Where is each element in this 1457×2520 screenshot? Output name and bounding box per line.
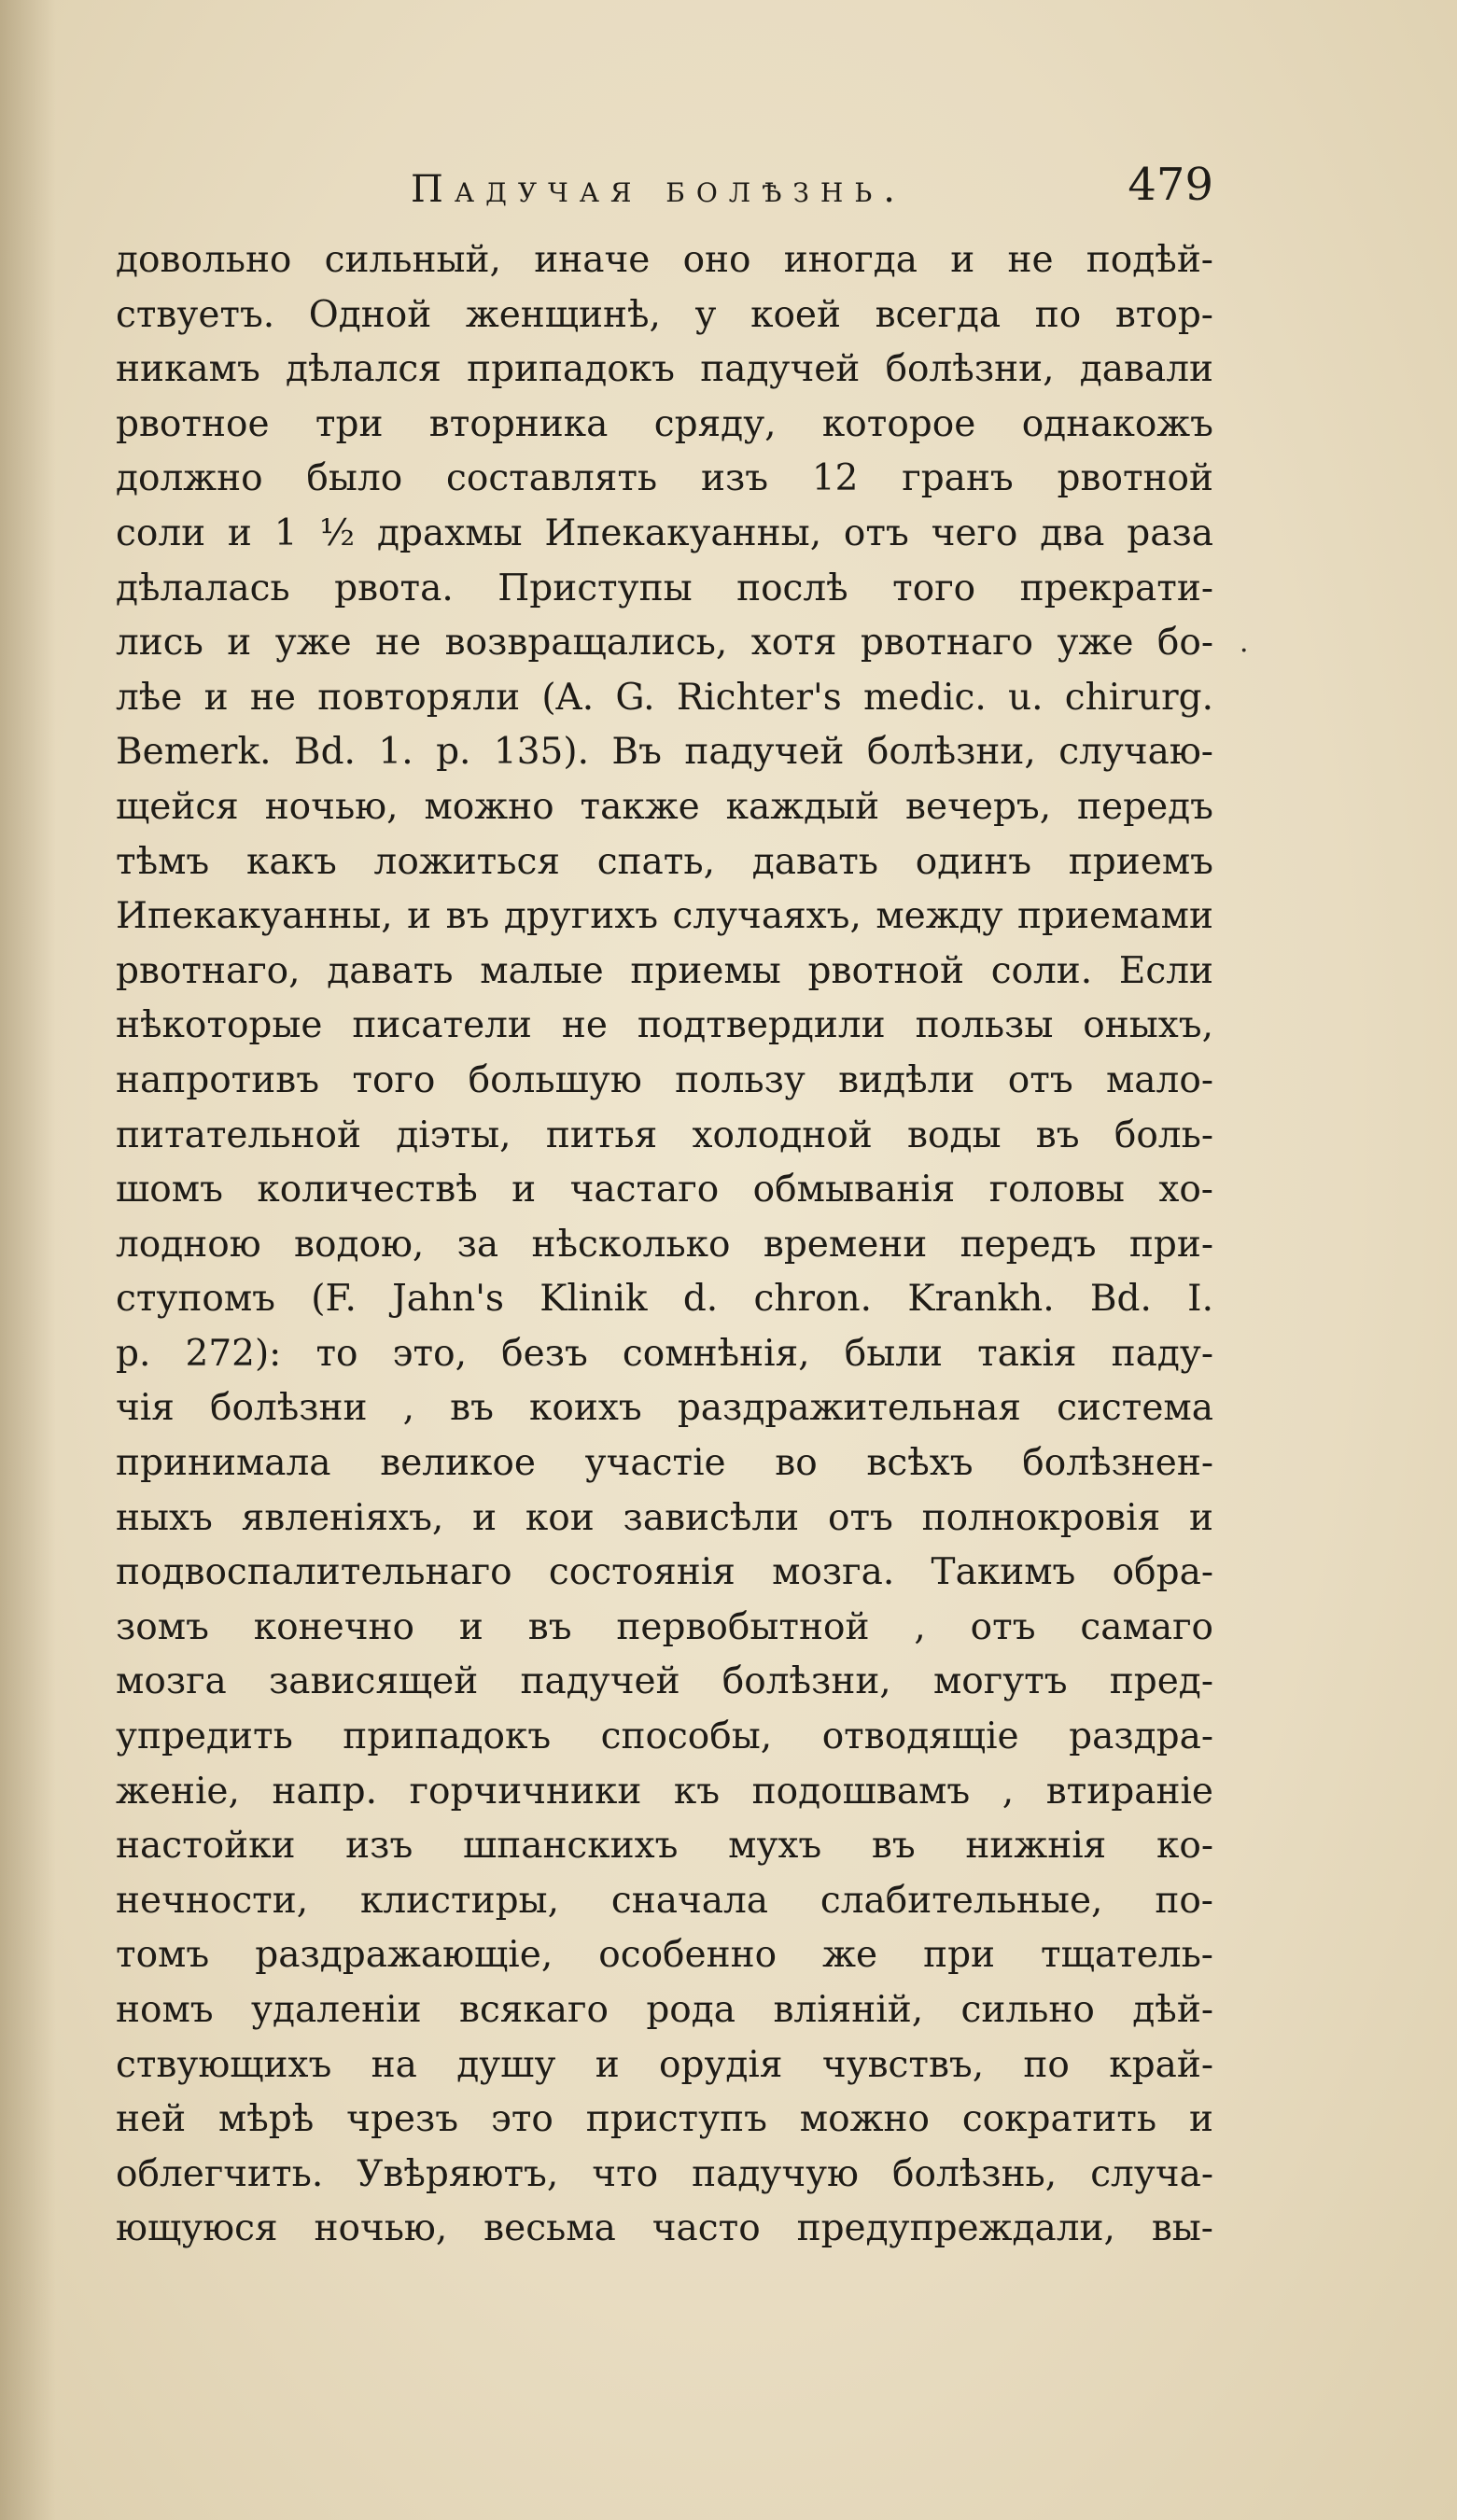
text-line: лись и уже не возвращались, хотя рвотнаго уже бо- <box>116 622 1213 665</box>
text-line: дѣлалась рвота. Приступы послѣ того прекрати- <box>116 567 1213 609</box>
text-line: ней мѣрѣ чрезъ это приступъ можно сократить и <box>116 2098 1213 2141</box>
text-line: щейся ночью, можно также каждый вечеръ, передъ <box>116 785 1213 828</box>
text-line: номъ удаленіи всякаго рода вліяній, сильно дѣй- <box>116 1989 1213 2031</box>
text-line: ступомъ (F. Jahn's Klinik d. chron. Krankh. Bd. I. <box>116 1278 1213 1321</box>
text-line: Ипекакуанны, и въ другихъ случаяхъ, между приемами <box>116 895 1213 938</box>
text-line: соли и 1 ½ драхмы Ипекакуанны, отъ чего два раза <box>116 511 1213 554</box>
text-line: ствуетъ. Одной женщинѣ, у коей всегда по втор- <box>116 293 1213 336</box>
text-line: нечности, клистиры, сначала слабительные, по- <box>116 1879 1213 1922</box>
text-line: женіе, напр. горчичники къ подошвамъ , втираніе <box>116 1770 1213 1813</box>
text-line: рвотнаго, давать малые приемы рвотной соли. Если <box>116 949 1213 992</box>
text-line: довольно сильный, иначе оно иногда и не подѣй- <box>116 239 1213 281</box>
text-line: p. 272): то это, безъ сомнѣнія, были такія паду- <box>116 1332 1213 1375</box>
running-head <box>112 159 1213 224</box>
text-line: принимала великое участіе во всѣхъ болѣзнен- <box>116 1442 1213 1485</box>
page-number: 479 <box>1128 159 1213 211</box>
gutter-shadow <box>0 0 56 2520</box>
text-line: тѣмъ какъ ложиться спать, давать одинъ приемъ <box>116 840 1213 883</box>
text-line: нѣкоторые писатели не подтвердили пользы оныхъ, <box>116 1004 1213 1047</box>
margin-dot: · <box>1240 635 1249 667</box>
text-line: мозга зависящей падучей болѣзни, могутъ пред- <box>116 1660 1213 1703</box>
text-line: ствующихъ на душу и орудія чувствъ, по край- <box>116 2043 1213 2086</box>
text-line: подвоспалительнаго состоянія мозга. Такимъ обра- <box>116 1551 1213 1594</box>
text-line: рвотное три вторника сряду, которое однакожъ <box>116 402 1213 445</box>
text-line: упредить припадокъ способы, отводящіе раздра- <box>116 1715 1213 1758</box>
text-line: лодною водою, за нѣсколько времени передъ при- <box>116 1223 1213 1266</box>
running-title: Падучая болѣзнь. <box>411 168 906 211</box>
text-line: чія болѣзни , въ коихъ раздражительная система <box>116 1387 1213 1430</box>
text-line: облегчить. Увѣряютъ, что падучую болѣзнь, случа- <box>116 2152 1213 2195</box>
text-line: ныхъ явленіяхъ, и кои зависѣли отъ полнокровія и <box>116 1496 1213 1539</box>
text-line: зомъ конечно и въ первобытной , отъ самаго <box>116 1605 1213 1648</box>
body-text <box>116 233 1213 2257</box>
text-line: шомъ количествѣ и частаго обмыванія головы хо- <box>116 1169 1213 1211</box>
text-line: лѣе и не повторяли (A. G. Richter's medic. u. chirurg. <box>116 676 1213 719</box>
text-line: ющуюся ночью, весьма часто предупреждали, вы- <box>116 2207 1213 2250</box>
text-line: напротивъ того большую пользу видѣли отъ мало- <box>116 1058 1213 1101</box>
text-line: никамъ дѣлался припадокъ падучей болѣзни, давали <box>116 348 1213 391</box>
text-line: томъ раздражающіе, особенно же при тщатель- <box>116 1934 1213 1977</box>
text-line: питательной діэты, питья холодной воды въ боль- <box>116 1113 1213 1156</box>
text-line: настойки изъ шпанскихъ мухъ въ нижнія ко- <box>116 1825 1213 1868</box>
text-line: должно было составлять изъ 12 гранъ рвотной <box>116 457 1213 500</box>
text-line: Bemerk. Bd. 1. p. 135). Въ падучей болѣзни, случаю- <box>116 731 1213 774</box>
